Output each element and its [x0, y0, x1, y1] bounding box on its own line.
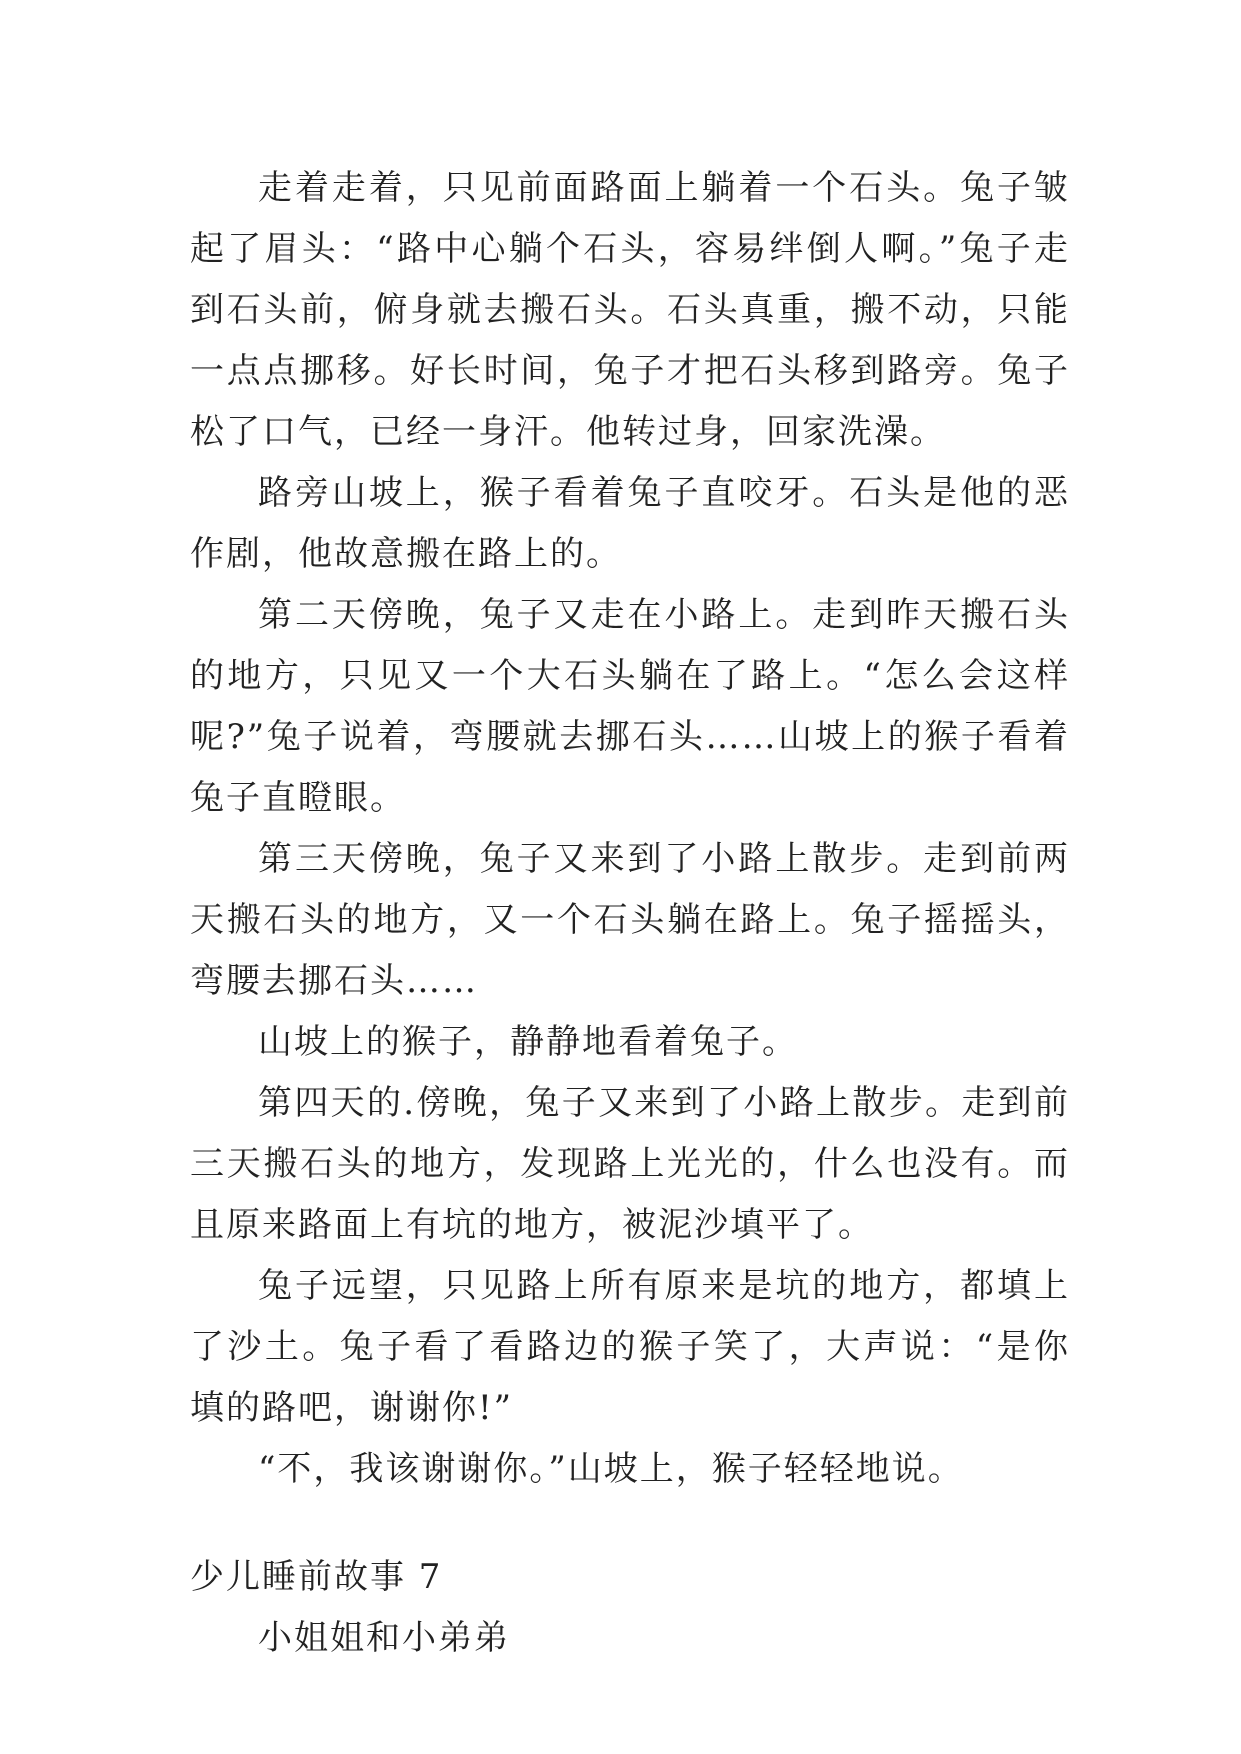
paragraph: “不，我该谢谢你。”山坡上，猴子轻轻地说。: [258, 1449, 964, 1489]
paragraph: 第三天傍晚，兔子又来到了小路上散步。走到前两天搬石头的地方，又一个石头躺在路上。兔子摇摇头，弯腰去挪石头……: [190, 839, 1070, 1001]
paragraph: 第二天傍晚，兔子又走在小路上。走到昨天搬石头的地方，只见又一个大石头躺在了路上。“怎么会这样呢?”兔子说着，弯腰就去挪石头……山坡上的猴子看着兔子直瞪眼。: [190, 595, 1070, 818]
document-body: [190, 158, 1070, 1669]
paragraph: 山坡上的猴子，静静地看着兔子。: [258, 1022, 798, 1062]
story-title: 小姐姐和小弟弟: [258, 1618, 510, 1658]
paragraph: 兔子远望，只见路上所有原来是坑的地方，都填上了沙土。兔子看了看路边的猴子笑了，大声说：“是你填的路吧，谢谢你!”: [190, 1266, 1070, 1428]
paragraph: 走着走着，只见前面路面上躺着一个石头。兔子皱起了眉头：“路中心躺个石头，容易绊倒人啊。”兔子走到石头前，俯身就去搬石头。石头真重，搬不动，只能一点点挪移。好长时间，兔子才把石头移到路旁。兔子松了口气，已经一身汗。他转过身，回家洗澡。: [190, 168, 1070, 452]
paragraph: 路旁山坡上，猴子看着兔子直咬牙。石头是他的恶作剧，他故意搬在路上的。: [190, 473, 1070, 574]
paragraph: 第四天的.傍晚，兔子又来到了小路上散步。走到前三天搬石头的地方，发现路上光光的，什么也没有。而且原来路面上有坑的地方，被泥沙填平了。: [190, 1083, 1070, 1245]
section-heading: 少儿睡前故事 7: [190, 1557, 443, 1597]
